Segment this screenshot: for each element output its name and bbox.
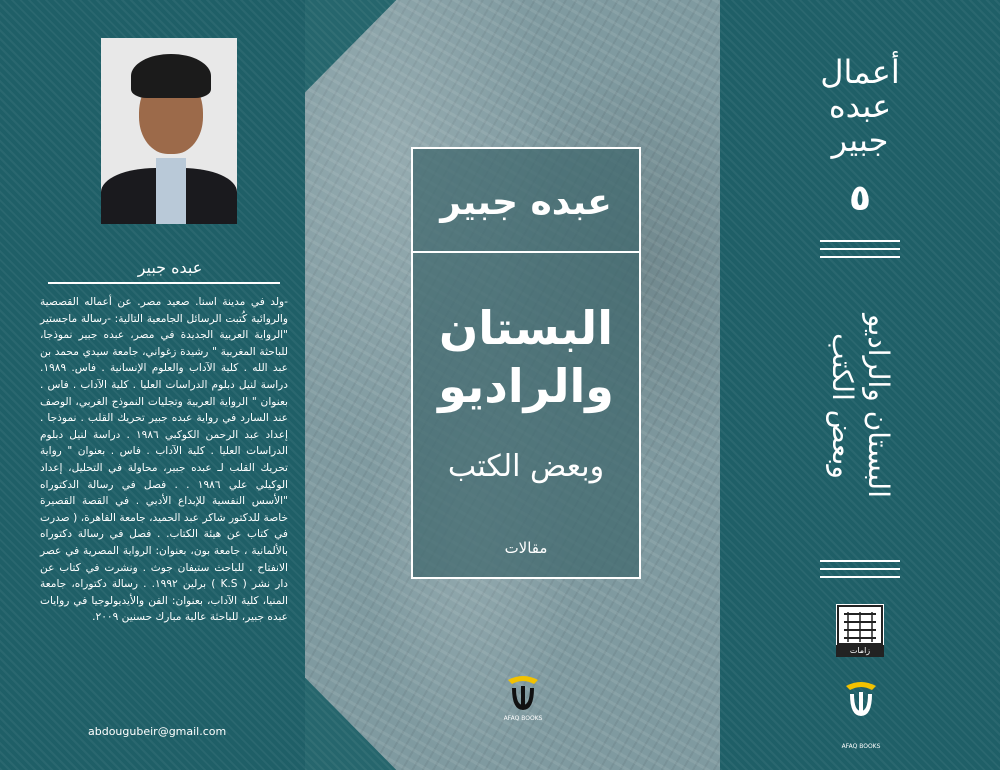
publisher-logo-icon (838, 678, 884, 720)
book-genre: مقالات (504, 539, 548, 557)
spine-title-area (795, 290, 925, 520)
title-line-2: والراديو (438, 359, 614, 413)
series-line-3: جبير (831, 121, 889, 159)
publisher-logo-icon (500, 672, 546, 714)
spine-title: البستان والراديو وبعض الكتب (826, 314, 895, 498)
series-line-1: أعمال (820, 53, 900, 91)
title-line-1: البستان (439, 301, 613, 355)
spine-publisher-name: AFAQ BOOKS (841, 743, 881, 750)
book-subtitle: وبعض الكتب (447, 449, 605, 484)
title-box (411, 147, 641, 579)
divider (48, 282, 280, 284)
series-line-2: عبده (828, 87, 892, 125)
stamp-label: زامات (836, 645, 884, 657)
volume-number: ٥ (849, 178, 871, 219)
spine-rule (820, 560, 900, 562)
series-title (800, 55, 920, 157)
author-email: abdougubeir@gmail.com (88, 725, 227, 738)
back-author-name: عبده جبير (137, 258, 203, 277)
author-box (413, 149, 639, 253)
spine-rule (820, 256, 900, 258)
book-title (413, 299, 639, 415)
front-author-name: عبده جبير (440, 182, 612, 223)
author-photo (101, 38, 237, 224)
author-bio: -ولد في مدينة اسنا. صعيد مصر. عن أعماله القصصية والروائية كُتبت الرسائل الجامعية التالية: -رسالة ماجستير "الرواية العربية الجديدة في مصر، عبده جبير نموذجا، للباحثة المغربية " رشيدة زغواني، جامعة سيدي محمد بن عبد الله . كلية الآداب والعلوم الإنسانية . فاس. ١٩٨٩. دراسة لنيل دبلوم الدراسات العليا . كلية الآداب . فاس . بعنوان " الرواية العربية وتجليات النموذج الغربي، الوصف عند السارد في رواية عبده جبير تحريك القلب . نموذجا . إعداد عبد الرحمن الكوكبي ١٩٨٦ . دراسة لنيل دبلوم الدراسات العليا . كلية الآداب . فاس . بعنوان " رواية تحريك القلب لـ عبده جبير، محاولة في التحليل، إعداد الوكيلي علي ١٩٨٦ . . فصل في رسالة الدكتوراه "الأسس النفسية للإبداع الأدبي . في القصة القصيرة خاصة للدكتور شاكر عبد الحميد، جامعة القاهرة، ( صدرت في كتاب عن هيئة الكتاب. . فصل في رسالة دكتوراه بالألمانية ، جامعة بون، بعنوان: الرواية المصرية في عصر الانفتاح . للباحث ستيفان جوث . ونشرت في كتاب عن دار نشر ( K.S ) برلين ١٩٩٢. . رسالة دكتوراه، جامعة المنيا، كلية الآداب، بعنوان: الفن والأيديولوجيا في روايات عبده جبير، للباحثة عالية مبارك حسنين ٢٠٠٩. (40, 296, 288, 624)
front-publisher-name: AFAQ BOOKS (503, 715, 543, 722)
spine-rule (820, 576, 900, 578)
spine-rule (820, 248, 900, 250)
spine-rule (820, 568, 900, 570)
spine-rule (820, 240, 900, 242)
